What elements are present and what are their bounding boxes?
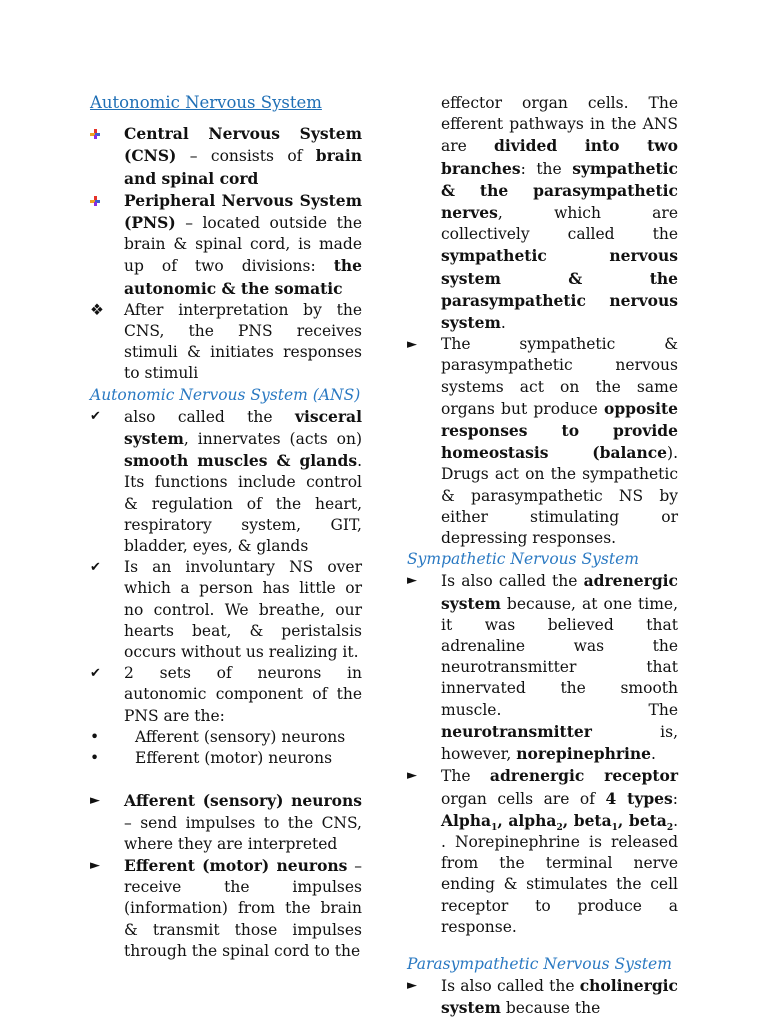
list-item-receptor: ► The adrenergic receptor organ cells are of 4 types: Alpha$_1$, alpha$_2$, beta$_1$, beta$_2$. . Norepinephrine is released from the terminal nerve ending & stimulates the cell receptor to produce a response. <box>407 766 679 936</box>
section-heading-parasympathetic: Parasympathetic Nervous System <box>407 954 672 973</box>
spacer <box>90 769 362 790</box>
list-item-adrenergic: ► Is also called the adrenergic system because, at one time, it was believed that adrenaline was the neurotransmitter that innervated the smooth muscle. The neurotransmitter is, however, norepinephrine. <box>407 571 678 764</box>
section-heading-sympathetic: Sympathetic Nervous System <box>407 550 639 569</box>
triangle-bullet-icon: ► <box>407 768 417 784</box>
checkmark-icon: ✔ <box>90 666 101 682</box>
colored-arrow-icon <box>90 123 118 144</box>
list-item-opposite: ► The sympathetic & parasympathetic nervous systems act on the same organs but produce opposite responses to provide homeostasis (balance). Drugs act on the sympathetic & parasympathetic NS by either stimulating or depressing responses. <box>407 335 678 548</box>
checkmark-icon: ✔ <box>90 560 101 576</box>
dot-bullet-icon: • <box>90 749 100 768</box>
triangle-bullet-icon: ► <box>407 337 417 353</box>
list-item-efferent: ► Efferent (motor) neurons – receive the impulses (information) from the brain & transmit those impulses through the spinal cord to the <box>90 855 362 960</box>
diamond-bullet-icon: ❖ <box>90 300 104 319</box>
document-title: Autonomic Nervous System <box>90 93 322 112</box>
list-item-two-sets: ✔ 2 sets of neurons in autonomic component of the PNS are the: <box>90 664 362 725</box>
triangle-bullet-icon: ► <box>90 793 100 809</box>
list-item-interpretation: ❖ After interpretation by the CNS, the PNS receives stimuli & initiates responses to stimuli <box>90 300 362 383</box>
triangle-bullet-icon: ► <box>90 857 100 873</box>
section-heading-ans: Autonomic Nervous System (ANS) <box>90 385 361 404</box>
list-item-afferent-short: • Afferent (sensory) neurons <box>90 727 362 748</box>
colored-arrow-icon <box>90 190 118 211</box>
triangle-bullet-icon: ► <box>407 978 417 994</box>
list-item-visceral: ✔ also called the visceral system, innervates (acts on) smooth muscles & glands. Its functions include control & regulation of the heart, respiratory system, GIT, bladder, eyes, & glands <box>90 406 362 556</box>
cns-term: Central Nervous System (CNS) <box>124 124 362 166</box>
left-column <box>90 92 362 962</box>
list-item-cholinergic: ► Is also called the cholinergic system because the <box>407 976 678 1018</box>
list-item-afferent: ► Afferent (sensory) neurons – send impulses to the CNS, where they are interpreted <box>90 791 362 853</box>
list-item-pns: Peripheral Nervous System (PNS) – located outside the brain & spinal cord, is made up of two divisions: the autonomic & the somatic <box>90 190 362 300</box>
list-item-involuntary: ✔ Is an involuntary NS over which a person has little or no control. We breathe, our hearts beat, & peristalsis occurs without us realizing it. <box>90 558 362 662</box>
triangle-bullet-icon: ► <box>407 573 417 589</box>
list-item-efferent-short: • Efferent (motor) neurons <box>90 748 362 769</box>
right-column <box>407 93 678 1020</box>
spacer <box>407 938 678 954</box>
checkmark-icon: ✔ <box>90 408 101 424</box>
dot-bullet-icon: • <box>90 727 100 746</box>
pns-term: Peripheral Nervous System (PNS) <box>124 190 362 233</box>
list-item-cns: Central Nervous System (CNS) – consists of brain and spinal cord <box>90 123 362 190</box>
effector-paragraph: effector organ cells. The efferent pathways in the ANS are divided into two branches: the sympathetic & the parasympathetic nerves, which are collectively called the sympathetic nervous system & the parasympathetic nervous system. <box>441 94 678 333</box>
